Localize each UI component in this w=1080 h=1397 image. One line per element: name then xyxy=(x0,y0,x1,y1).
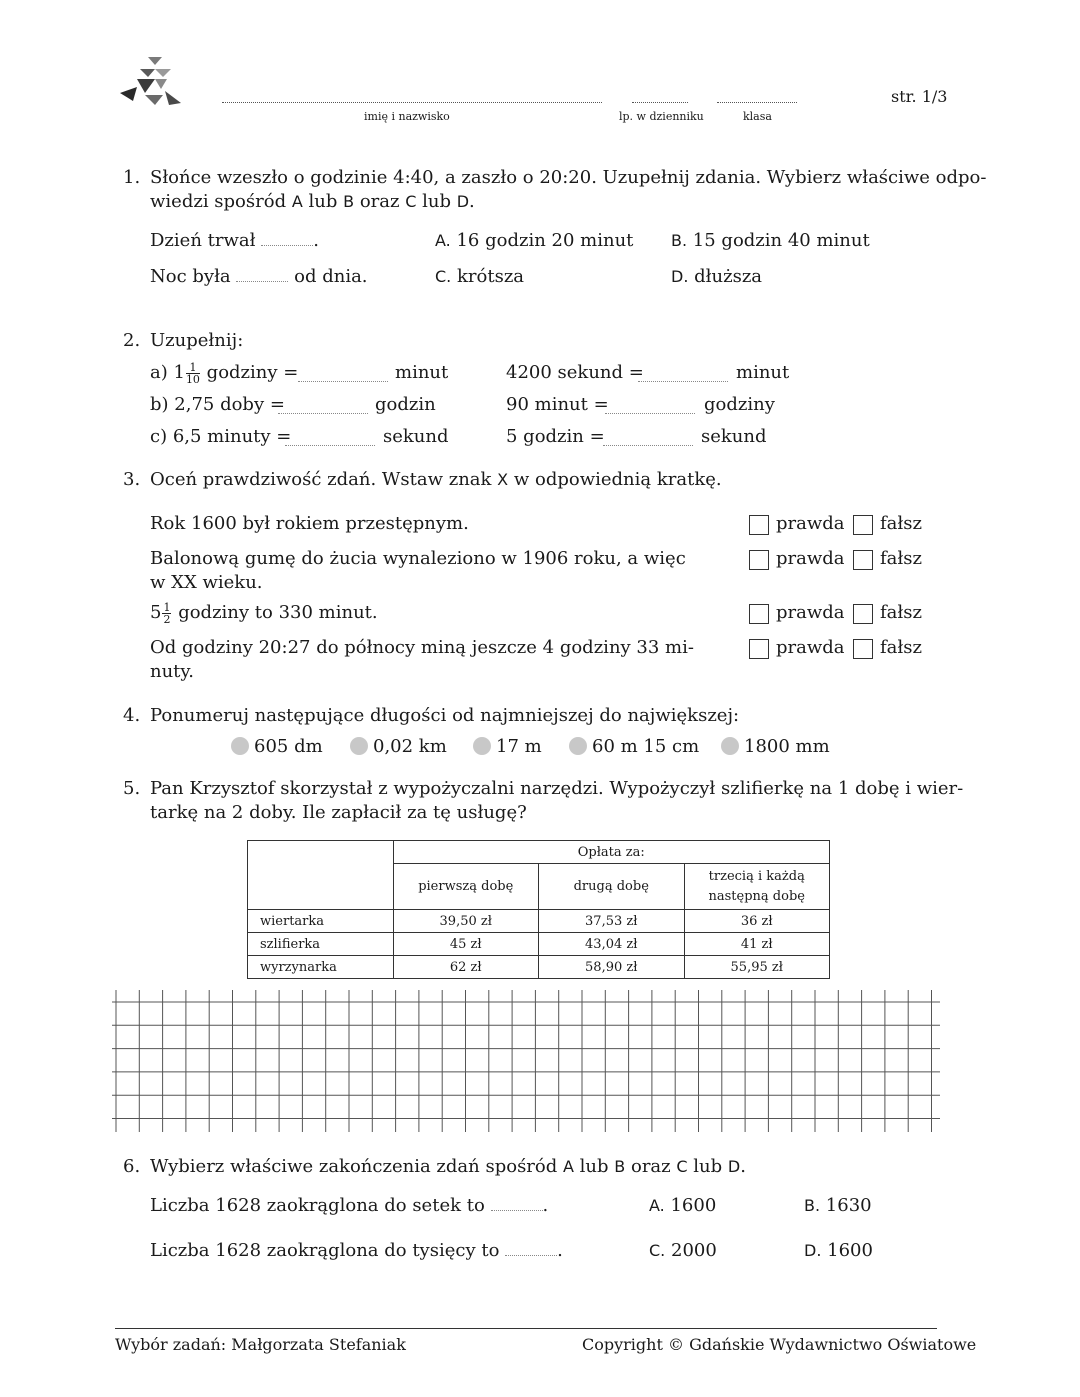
q2-b2-left: 90 minut = xyxy=(506,394,609,415)
q1-oraz: oraz xyxy=(354,191,406,212)
q3-s4-true-checkbox[interactable] xyxy=(749,639,769,659)
q1-optC-letter: C. xyxy=(435,267,452,286)
q3-s2-false-label: fałsz xyxy=(880,548,922,569)
q2-c2-left: 5 godzin = xyxy=(506,426,605,447)
q3-prompt-pre: Oceń prawdziwość zdań. Wstaw znak xyxy=(150,469,498,490)
q6-sentence-1 xyxy=(150,1194,548,1218)
table-col-header-3 xyxy=(684,864,830,910)
table-cell: 41 zł xyxy=(684,933,830,956)
q1-optB[interactable] xyxy=(671,229,870,253)
q2-c2-blank[interactable] xyxy=(603,431,693,446)
q1-row2-post: od dnia. xyxy=(294,266,368,287)
class-caption: klasa xyxy=(743,110,772,123)
footer-copyright: Copyright © Gdańskie Wydawnictwo Oświatowe xyxy=(582,1335,977,1354)
q1-prompt-line1: Słońce wzeszło o godzinie 4:40, a zaszło o 20:20. Uzupełnij zdania. Wybierz właściwe odpo- xyxy=(150,167,987,188)
q5-prompt-line1: Pan Krzysztof skorzystał z wypożyczalni narzędzi. Wypożyczył szlifierkę na 1 dobę i wier- xyxy=(150,778,964,799)
q3-s1-false-checkbox[interactable] xyxy=(853,515,873,535)
q5-prompt-line2: tarkę na 2 doby. Ile zapłacił za tę usługę? xyxy=(150,802,527,823)
q6-s1-end: . xyxy=(542,1195,549,1216)
q4-circle-3[interactable] xyxy=(473,737,491,755)
q3-s2-false-checkbox[interactable] xyxy=(853,550,873,570)
q1-number: 1. xyxy=(123,167,141,188)
q2-c-blank[interactable] xyxy=(285,431,375,446)
q1-lub2: lub xyxy=(416,191,457,212)
table-col-header-3-line2: następną dobę xyxy=(708,888,805,904)
table-row-label: wyrzynarka xyxy=(248,956,394,979)
table-row xyxy=(248,910,830,933)
q6-number: 6. xyxy=(123,1156,141,1177)
table-row xyxy=(248,956,830,979)
q1-optA[interactable] xyxy=(435,229,633,253)
q1-end: . xyxy=(469,191,475,212)
q2-b-blank[interactable] xyxy=(278,399,368,414)
q1-optB-text: 15 godzin 40 minut xyxy=(692,230,870,251)
q3-prompt-post: w odpowiednią kratkę. xyxy=(508,469,722,490)
q6-s2-text: Liczba 1628 zaokrąglona do tysięcy to xyxy=(150,1240,500,1261)
q6-end: . xyxy=(740,1156,746,1177)
q4-item-2: 0,02 km xyxy=(373,736,447,757)
footer-author: Wybór zadań: Małgorzata Stefaniak xyxy=(115,1335,406,1354)
footer-divider xyxy=(115,1328,937,1329)
q4-circle-1[interactable] xyxy=(231,737,249,755)
table-cell: 43,04 zł xyxy=(539,933,685,956)
q3-s4-false-checkbox[interactable] xyxy=(853,639,873,659)
q1-letter-C: C xyxy=(405,192,417,211)
table-row-label: szlifierka xyxy=(248,933,394,956)
name-caption: imię i nazwisko xyxy=(364,110,450,123)
q1-row2-blank[interactable] xyxy=(236,267,288,282)
q3-s3-prefix: 5 xyxy=(150,602,162,623)
q1-row1-text: Dzień trwał xyxy=(150,230,256,251)
q1-row1 xyxy=(150,229,319,253)
q1-row1-end: . xyxy=(313,230,319,251)
table-corner-cell xyxy=(248,841,394,910)
q1-prompt-pre: wiedzi spośród xyxy=(150,191,292,212)
q2-c2-result: sekund xyxy=(701,426,767,447)
q6-optC-text: 2000 xyxy=(671,1240,717,1261)
q3-s3-text: godziny to 330 minut. xyxy=(178,602,378,623)
q1-row2 xyxy=(150,265,368,289)
q3-statement-4-line1: Od godziny 20:27 do północy miną jeszcze 4 godziny 33 mi- xyxy=(150,637,694,658)
table-col-header-1: pierwszą dobę xyxy=(393,864,539,910)
q3-statement-1: Rok 1600 był rokiem przestępnym. xyxy=(150,513,469,534)
q3-s4-true-label: prawda xyxy=(776,637,845,658)
q1-row2-pre: Noc była xyxy=(150,266,231,287)
q2-a2-result: minut xyxy=(736,362,790,383)
q1-letter-D: D xyxy=(456,192,470,211)
q6-letter-A: A xyxy=(563,1157,574,1176)
q3-statement-2-line1: Balonową gumę do żucia wynaleziono w 1906 roku, a więc xyxy=(150,548,686,569)
q3-s2-true-label: prawda xyxy=(776,548,845,569)
q6-optB-letter: B. xyxy=(804,1196,821,1215)
table-cell: 58,90 zł xyxy=(539,956,685,979)
q2-c-left: c) 6,5 minuty = xyxy=(150,426,292,447)
q4-item-1: 605 dm xyxy=(254,736,323,757)
publisher-logo xyxy=(115,55,185,111)
table-cell: 62 zł xyxy=(393,956,539,979)
table-col-header-3-line1: trzecią i każdą xyxy=(708,868,805,884)
q6-optD-text: 1600 xyxy=(827,1240,873,1261)
q1-prompt-line2 xyxy=(150,190,475,214)
q2-a-unit: godziny = xyxy=(206,362,299,383)
q4-item-3: 17 m xyxy=(496,736,542,757)
q1-letter-A: A xyxy=(291,192,303,211)
q2-b2-blank[interactable] xyxy=(605,399,695,414)
q3-s3-true-label: prawda xyxy=(776,602,845,623)
table-cell: 45 zł xyxy=(393,933,539,956)
q2-number: 2. xyxy=(123,330,141,351)
answer-grid[interactable] xyxy=(112,990,940,1132)
page-number: str. 1/3 xyxy=(891,87,948,106)
q6-s2-end: . xyxy=(557,1240,563,1261)
q6-optC[interactable] xyxy=(649,1239,717,1263)
q3-s1-true-checkbox[interactable] xyxy=(749,515,769,535)
table-cell: 39,50 zł xyxy=(393,910,539,933)
q1-optB-letter: B. xyxy=(671,231,688,250)
q2-a2-blank[interactable] xyxy=(638,367,728,382)
q6-optA[interactable] xyxy=(649,1194,716,1218)
q2-a-fraction: $\frac{1}{10}$ xyxy=(185,360,200,386)
q1-row1-blank[interactable] xyxy=(261,231,313,246)
q3-s4-false-label: fałsz xyxy=(880,637,922,658)
q4-circle-2[interactable] xyxy=(350,737,368,755)
q4-prompt: Ponumeruj następujące długości od najmniejszej do największej: xyxy=(150,705,740,726)
q1-optD-letter: D. xyxy=(671,267,689,286)
q6-optC-letter: C. xyxy=(649,1241,666,1260)
q3-statement-2-line2: w XX wieku. xyxy=(150,572,263,593)
q6-lub2: lub xyxy=(687,1156,728,1177)
table-row-label: wiertarka xyxy=(248,910,394,933)
q6-optB-text: 1630 xyxy=(825,1195,872,1216)
q3-prompt-x: X xyxy=(497,470,509,489)
class-dotted-field[interactable] xyxy=(717,92,797,103)
table-group-header: Opłata za: xyxy=(393,841,830,864)
q1-letter-B: B xyxy=(343,192,355,211)
q6-optB[interactable] xyxy=(804,1194,872,1218)
q2-c-result: sekund xyxy=(383,426,449,447)
q2-a-blank[interactable] xyxy=(298,367,388,382)
q6-s1-blank[interactable] xyxy=(491,1196,543,1211)
q6-optA-letter: A. xyxy=(649,1196,665,1215)
q3-statement-4-line2: nuty. xyxy=(150,661,194,682)
q1-optD-text: dłuższa xyxy=(694,266,763,287)
q1-optA-letter: A. xyxy=(435,231,451,250)
q6-optA-text: 1600 xyxy=(670,1195,717,1216)
q4-item-4: 60 m 15 cm xyxy=(592,736,700,757)
q6-s1-text: Liczba 1628 zaokrąglona do setek to xyxy=(150,1195,485,1216)
table-col-header-2: drugą dobę xyxy=(539,864,685,910)
q2-b2-result: godziny xyxy=(704,394,775,415)
q1-optC-text: krótsza xyxy=(457,266,525,287)
table-cell: 55,95 zł xyxy=(684,956,830,979)
rental-fee-table xyxy=(247,840,830,979)
q2-b-left: b) 2,75 doby = xyxy=(150,394,285,415)
q3-s3-false-label: fałsz xyxy=(880,602,922,623)
q6-s2-blank[interactable] xyxy=(505,1241,557,1256)
q3-s2-true-checkbox[interactable] xyxy=(749,550,769,570)
q3-s3-false-checkbox[interactable] xyxy=(853,604,873,624)
q6-lub1: lub xyxy=(573,1156,615,1177)
q3-prompt xyxy=(150,468,722,492)
q2-prompt: Uzupełnij: xyxy=(150,330,244,351)
q6-letter-D: D xyxy=(727,1157,741,1176)
table-cell: 36 zł xyxy=(684,910,830,933)
q4-circle-4[interactable] xyxy=(569,737,587,755)
q6-letter-B: B xyxy=(614,1157,626,1176)
q5-number: 5. xyxy=(123,778,141,799)
q2-a2-left: 4200 sekund = xyxy=(506,362,644,383)
register-dotted-field[interactable] xyxy=(632,92,688,103)
q6-optD[interactable] xyxy=(804,1239,873,1263)
q4-item-5: 1800 mm xyxy=(744,736,830,757)
q6-oraz: oraz xyxy=(625,1156,677,1177)
q2-b-result: godzin xyxy=(375,394,436,415)
q3-s3-fraction: $\frac{1}{2}$ xyxy=(163,600,171,626)
register-caption: lp. w dzienniku xyxy=(619,110,704,123)
q6-sentence-2 xyxy=(150,1239,563,1263)
q6-optD-letter: D. xyxy=(804,1241,822,1260)
q3-statement-3 xyxy=(150,601,378,625)
q2-a-prefix: a) 1 xyxy=(150,362,185,383)
q3-number: 3. xyxy=(123,469,141,490)
q2-a xyxy=(150,361,298,385)
q6-prompt xyxy=(150,1155,746,1179)
q1-optD[interactable] xyxy=(671,265,762,289)
q3-s1-false-label: fałsz xyxy=(880,513,922,534)
q1-lub1: lub xyxy=(302,191,344,212)
q1-optA-text: 16 godzin 20 minut xyxy=(456,230,634,251)
q1-optC[interactable] xyxy=(435,265,524,289)
table-row xyxy=(248,933,830,956)
name-dotted-field[interactable] xyxy=(222,92,602,103)
q4-number: 4. xyxy=(123,705,141,726)
q2-a-result: minut xyxy=(395,362,449,383)
q4-circle-5[interactable] xyxy=(721,737,739,755)
q3-s3-true-checkbox[interactable] xyxy=(749,604,769,624)
q6-letter-C: C xyxy=(676,1157,688,1176)
q3-s1-true-label: prawda xyxy=(776,513,845,534)
table-cell: 37,53 zł xyxy=(539,910,685,933)
q6-prompt-pre: Wybierz właściwe zakończenia zdań spośród xyxy=(150,1156,563,1177)
